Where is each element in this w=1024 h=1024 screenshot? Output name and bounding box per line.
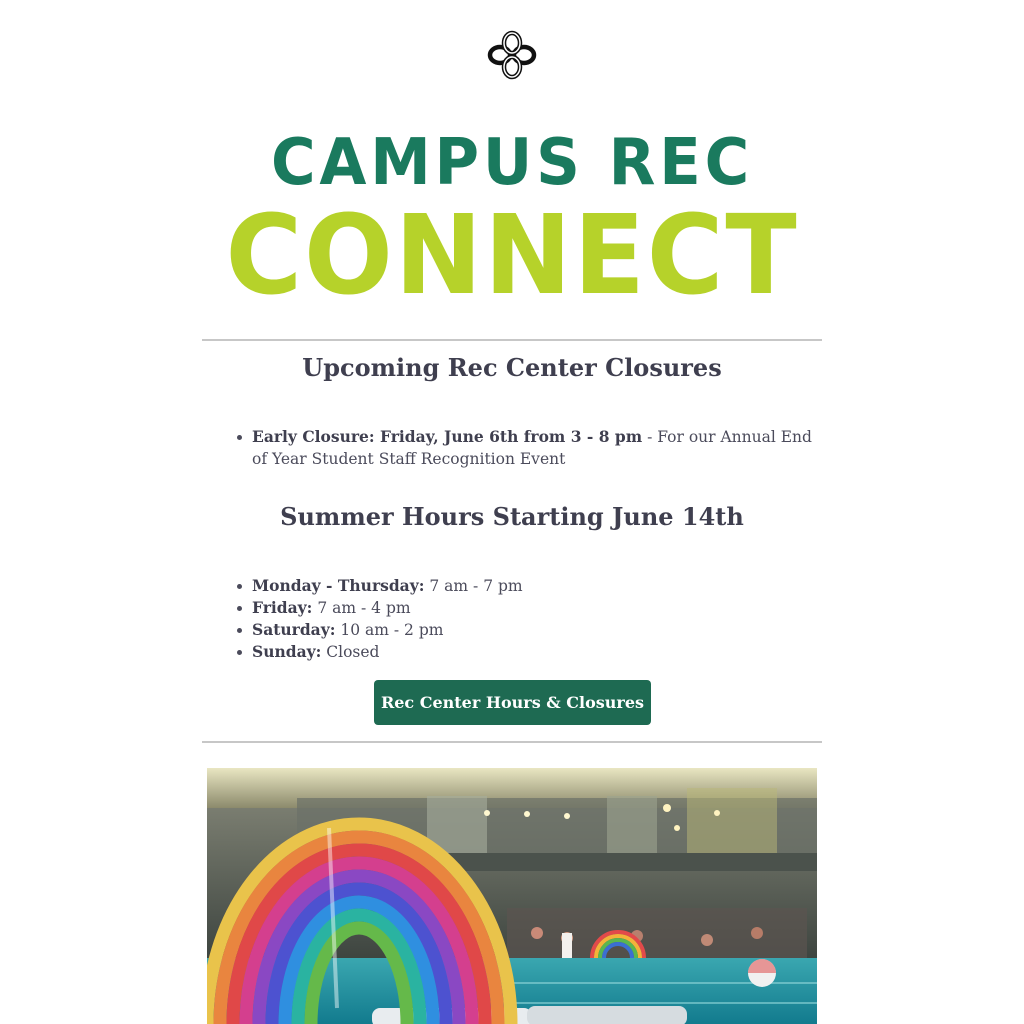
- hours-day: Sunday:: [252, 642, 322, 661]
- hours-day: Monday - Thursday:: [252, 576, 425, 595]
- list-item: [252, 597, 812, 619]
- pool-photo-illustration: [207, 768, 817, 1024]
- summer-hours-list: [252, 575, 812, 663]
- pool-rainbow-photo: [207, 768, 817, 1024]
- hours-day: Friday:: [252, 598, 313, 617]
- logo-icon: [486, 29, 538, 81]
- hours-time: 10 am - 2 pm: [335, 621, 444, 639]
- list-item: [252, 426, 812, 470]
- masthead-title-top: CAMPUS REC: [270, 126, 754, 200]
- summer-hours-heading: Summer Hours Starting June 14th: [280, 502, 744, 531]
- closure-label: Early Closure: Friday, June 6th from 3 - 8 pm: [252, 427, 643, 446]
- hours-time: Closed: [321, 643, 380, 661]
- closures-heading: Upcoming Rec Center Closures: [302, 353, 722, 382]
- divider-top: [202, 339, 822, 341]
- masthead-title-bottom: CONNECT: [225, 191, 799, 319]
- hours-time: 7 am - 4 pm: [312, 599, 411, 617]
- list-item: [252, 575, 812, 597]
- divider-bottom: [202, 741, 822, 743]
- list-item: [252, 641, 812, 663]
- closure-detail: - For our Annual End of Year Student Staff Recognition Event: [252, 428, 812, 468]
- rec-center-hours-button[interactable]: Rec Center Hours & Closures: [374, 680, 651, 725]
- closures-list: [252, 426, 812, 470]
- hours-time: 7 am - 7 pm: [424, 577, 523, 595]
- hours-day: Saturday:: [252, 620, 336, 639]
- list-item: [252, 619, 812, 641]
